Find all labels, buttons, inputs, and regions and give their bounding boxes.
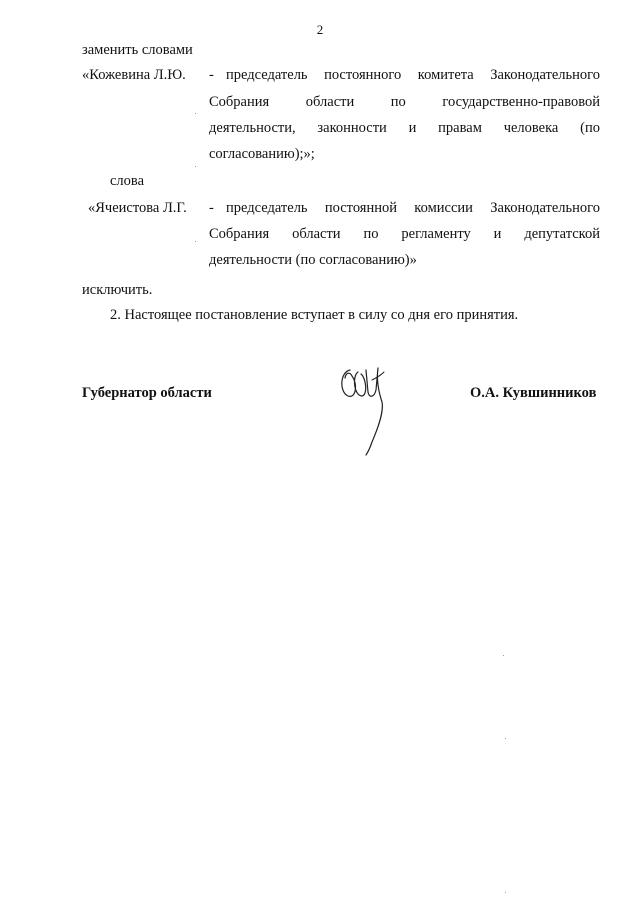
- replace-intro: заменить словами: [82, 42, 193, 58]
- entry2-line1: председатель постоянной комиссии Законодательного: [226, 200, 600, 216]
- entry2-line2: Собрания области по регламенту и депутатской: [209, 226, 600, 242]
- entry1-line4: согласованию);»;: [209, 146, 315, 162]
- entry1-name: «Кожевина Л.Ю.: [82, 67, 186, 83]
- entry1-line2: Собрания области по государственно-правовой: [209, 94, 600, 110]
- scan-speck: [195, 241, 196, 242]
- scan-speck: [195, 113, 196, 114]
- words-label: слова: [110, 173, 145, 189]
- entry2-line3: деятельности (по согласованию)»: [209, 252, 417, 268]
- scan-speck: [503, 655, 504, 656]
- entry1-line3: деятельности, законности и правам человека (по: [209, 120, 600, 136]
- item-2-paragraph: 2. Настоящее постановление вступает в силу со дня его принятия.: [110, 307, 519, 323]
- signatory-name: О.А. Кувшинников: [470, 385, 597, 401]
- entry1-dash: -: [209, 67, 214, 83]
- signatory-position: Губернатор области: [82, 385, 212, 401]
- entry2-dash: -: [209, 200, 214, 216]
- scan-speck: [505, 892, 506, 893]
- exclude-text: исключить.: [82, 282, 153, 298]
- page-number: 2: [316, 22, 324, 37]
- scan-speck: [505, 738, 506, 739]
- handwritten-signature: [336, 362, 406, 457]
- scan-speck: [195, 166, 196, 167]
- entry1-line1: председатель постоянного комитета Законодательного: [226, 67, 600, 83]
- entry2-name: «Ячеистова Л.Г.: [88, 200, 187, 216]
